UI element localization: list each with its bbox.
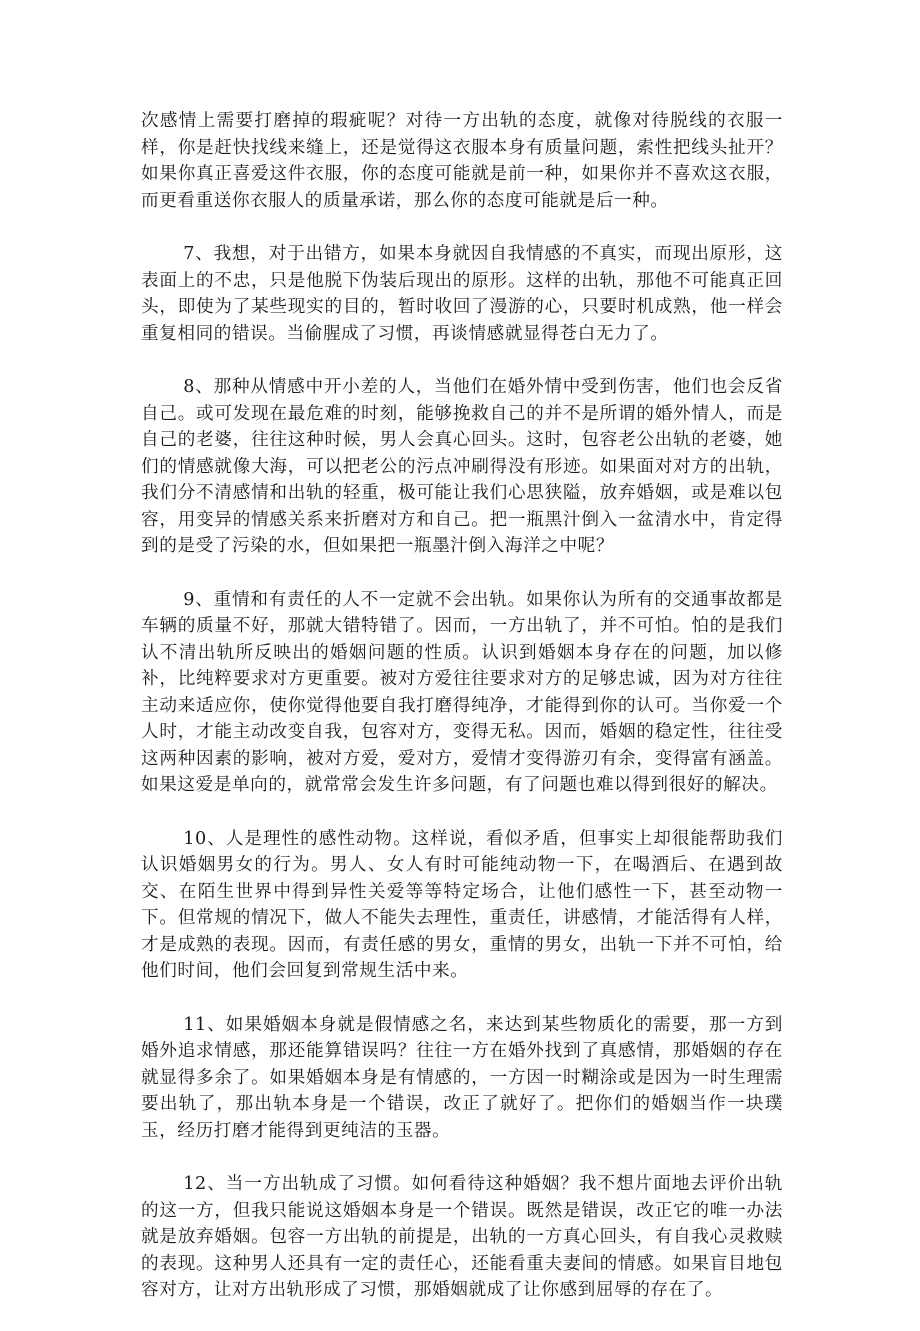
paragraph-7: 7、我想，对于出错方，如果本身就因自我情感的不真实，而现出原形，这表面上的不忠，只是他脱下伪装后现出的原形。这样的出轨，那他不可能真正回头，即使为了某些现实的目的，暂时收回了漫游的心，只要时机成熟，他一样会重复相同的错误。当偷腥成了习惯，再谈情感就显得苍白无力了。	[141, 244, 783, 344]
paragraph-9: 9、重情和有责任的人不一定就不会出轨。如果你认为所有的交通事故都是车辆的质量不好，那就大错特错了。因而，一方出轨了，并不可怕。怕的是我们认不清出轨所反映出的婚姻问题的性质。认识到婚姻本身存在的问题，加以修补，比纯粹要求对方更重要。被对方爱往往要求对方的足够忠诚，因为对方往往主动来适应你，使你觉得他要自我打磨得纯净，才能得到你的认可。当你爱一个人时，才能主动改变自我，包容对方，变得无私。因而，婚姻的稳定性，往往受这两种因素的影响，被对方爱，爱对方，爱情才变得游刃有余，变得富有涵盖。如果这爱是单向的，就常常会发生许多问题，有了问题也难以得到很好的解决。	[141, 589, 783, 795]
paragraph-10: 10、人是理性的感性动物。这样说，看似矛盾，但事实上却很能帮助我们认识婚姻男女的行为。男人、女人有时可能纯动物一下，在喝酒后、在遇到故交、在陌生世界中得到异性关爱等等特定场合，让他们感性一下，甚至动物一下。但常规的情况下，做人不能失去理性，重责任，讲感情，才能活得有人样，才是成熟的表现。因而，有责任感的男女，重情的男女，出轨一下并不可怕，给他们时间，他们会回复到常规生活中来。	[141, 828, 783, 981]
paragraph-8: 8、那种从情感中开小差的人，当他们在婚外情中受到伤害，他们也会反省自己。或可发现在最危难的时刻，能够挽救自己的并不是所谓的婚外情人，而是自己的老婆，往往这种时候，男人会真心回头。这时，包容老公出轨的老婆，她们的情感就像大海，可以把老公的污点冲刷得没有形迹。如果面对对方的出轨，我们分不清感情和出轨的轻重，极可能让我们心思狭隘，放弃婚姻，或是难以包容，用变异的情感关系来折磨对方和自己。把一瓶黑汁倒入一盆清水中，肯定得到的是受了污染的水，但如果把一瓶墨汁倒入海洋之中呢？	[141, 377, 783, 556]
document-body	[141, 108, 783, 1331]
paragraph-12: 12、当一方出轨成了习惯。如何看待这种婚姻？我不想片面地去评价出轨的这一方，但我只能说这婚姻本身是一个错误。既然是错误，改正它的唯一办法就是放弃婚姻。包容一方出轨的前提是，出轨的一方真心回头，有自我心灵救赎的表现。这种男人还具有一定的责任心，还能看重夫妻间的情感。如果盲目地包容对方，让对方出轨形成了习惯，那婚姻就成了让你感到屈辱的存在了。	[141, 1174, 783, 1300]
paragraph-11: 11、如果婚姻本身就是假情感之名，来达到某些物质化的需要，那一方到婚外追求情感，那还能算错误吗？往往一方在婚外找到了真感情，那婚姻的存在就显得多余了。如果婚姻本身是有情感的，一方因一时糊涂或是因为一时生理需要出轨了，那出轨本身是一个错误，改正了就好了。把你们的婚姻当作一块璞玉，经历打磨才能得到更纯洁的玉器。	[141, 1014, 783, 1141]
paragraph-continued: 次感情上需要打磨掉的瑕疵呢？对待一方出轨的态度，就像对待脱线的衣服一样，你是赶快找线来缝上，还是觉得这衣服本身有质量问题，索性把线头扯开？如果你真正喜爱这件衣服，你的态度可能就是前一种，如果你并不喜欢这衣服，而更看重送你衣服人的质量承诺，那么你的态度可能就是后一种。	[141, 111, 783, 211]
